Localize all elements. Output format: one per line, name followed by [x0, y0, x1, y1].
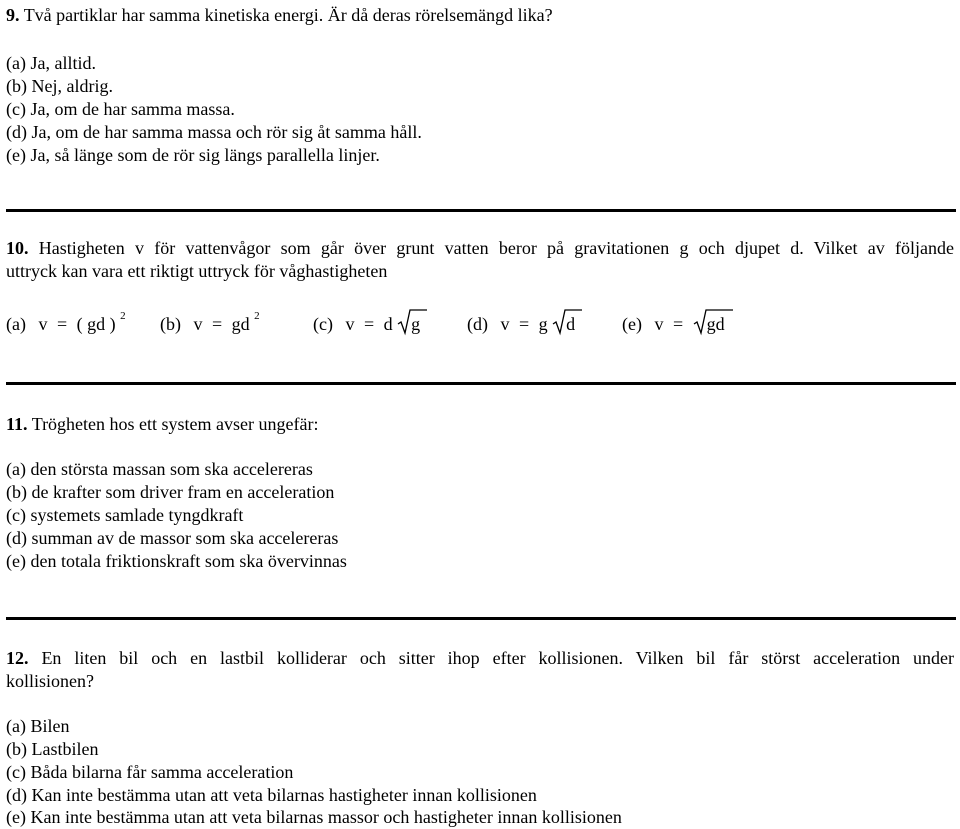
sqrt-sign-icon [397, 307, 427, 337]
q9-option-b: (b) Nej, aldrig. [6, 76, 113, 96]
question-number: 12. [6, 648, 29, 668]
formula-eq: = [519, 314, 530, 334]
q12-option-c: (c) Båda bilarna får samma acceleration [6, 762, 294, 782]
question-text: Två partiklar har samma kinetiska energi. Är då deras rörelsemängd lika? [23, 5, 553, 25]
formula-factor: g [538, 314, 548, 334]
q12-option-d: (d) Kan inte bestämma utan att veta bilarnas hastigheter innan kollisionen [6, 785, 537, 805]
question-9-prompt [6, 4, 553, 27]
formula-eq: = [212, 314, 223, 334]
question-12-prompt [6, 647, 954, 670]
q9-option-c: (c) Ja, om de har samma massa. [6, 99, 235, 119]
question-number: 11. [6, 414, 28, 434]
q9-option-e: (e) Ja, så länge som de rör sig längs parallella linjer. [6, 145, 380, 165]
formula-label: (a) [6, 314, 26, 334]
question-number: 9. [6, 5, 20, 25]
section-divider [6, 209, 956, 212]
formula-lhs: v [500, 314, 510, 334]
formula-eq: = [363, 314, 375, 334]
formula-body: ( gd ) [76, 314, 116, 334]
radicand: gd [706, 314, 725, 334]
q11-option-d: (d) summan av de massor som ska accelereras [6, 528, 339, 548]
square-root [397, 313, 420, 336]
q12-option-e: (e) Kan inte bestämma utan att veta bilarnas massor och hastigheter innan kollisionen [6, 807, 622, 827]
q9-option-a: (a) Ja, alltid. [6, 53, 96, 73]
formula-exponent: 2 [254, 310, 260, 322]
formula-label: (e) [622, 314, 642, 334]
question-10-prompt-cont: uttryck kan vara ett riktigt uttryck för våghastigheten [6, 261, 388, 281]
q9-option-d: (d) Ja, om de har samma massa och rör sig åt samma håll. [6, 122, 422, 142]
question-10-prompt [6, 237, 954, 260]
formula-exponent: 2 [120, 310, 126, 322]
square-root [693, 313, 725, 336]
formula-label: (d) [467, 314, 488, 334]
section-divider [6, 382, 956, 385]
sqrt-sign-icon [693, 307, 733, 337]
radicand: d [566, 314, 576, 334]
formula-eq: = [56, 314, 68, 334]
q12-option-b: (b) Lastbilen [6, 739, 99, 759]
question-number: 10. [6, 238, 29, 258]
section-divider [6, 617, 956, 620]
formula-lhs: v [345, 314, 355, 334]
formula-body: gd [231, 314, 250, 334]
formula-e [622, 313, 725, 339]
question-11-prompt [6, 413, 318, 436]
square-root [552, 313, 575, 336]
formula-lhs: v [38, 314, 48, 334]
formula-lhs: v [654, 314, 664, 334]
radicand: g [411, 314, 421, 334]
formula-label: (b) [160, 314, 181, 334]
q11-option-e: (e) den totala friktionskraft som ska övervinnas [6, 551, 347, 571]
question-text: Hastigheten v för vattenvågor som går över grunt vatten beror på gravitationen g och djupet d. Vilket av följande [38, 238, 954, 258]
formula-factor: d [383, 314, 393, 334]
question-12-prompt-cont: kollisionen? [6, 671, 94, 691]
q11-option-b: (b) de krafter som driver fram en acceleration [6, 482, 335, 502]
formula-c [313, 313, 420, 339]
question-text: Trögheten hos ett system avser ungefär: [31, 414, 319, 434]
formula-b [160, 310, 260, 339]
q12-option-a: (a) Bilen [6, 716, 70, 736]
formula-eq: = [672, 314, 684, 334]
q11-option-c: (c) systemets samlade tyngdkraft [6, 505, 244, 525]
formula-label: (c) [313, 314, 333, 334]
formula-lhs: v [193, 314, 203, 334]
sqrt-sign-icon [552, 307, 582, 337]
formula-d [467, 313, 575, 339]
formula-a [6, 310, 126, 339]
q11-option-a: (a) den största massan som ska accelereras [6, 459, 313, 479]
question-text: En liten bil och en lastbil kolliderar och sitter ihop efter kollisionen. Vilken bil får störst acceleration under [41, 648, 955, 668]
